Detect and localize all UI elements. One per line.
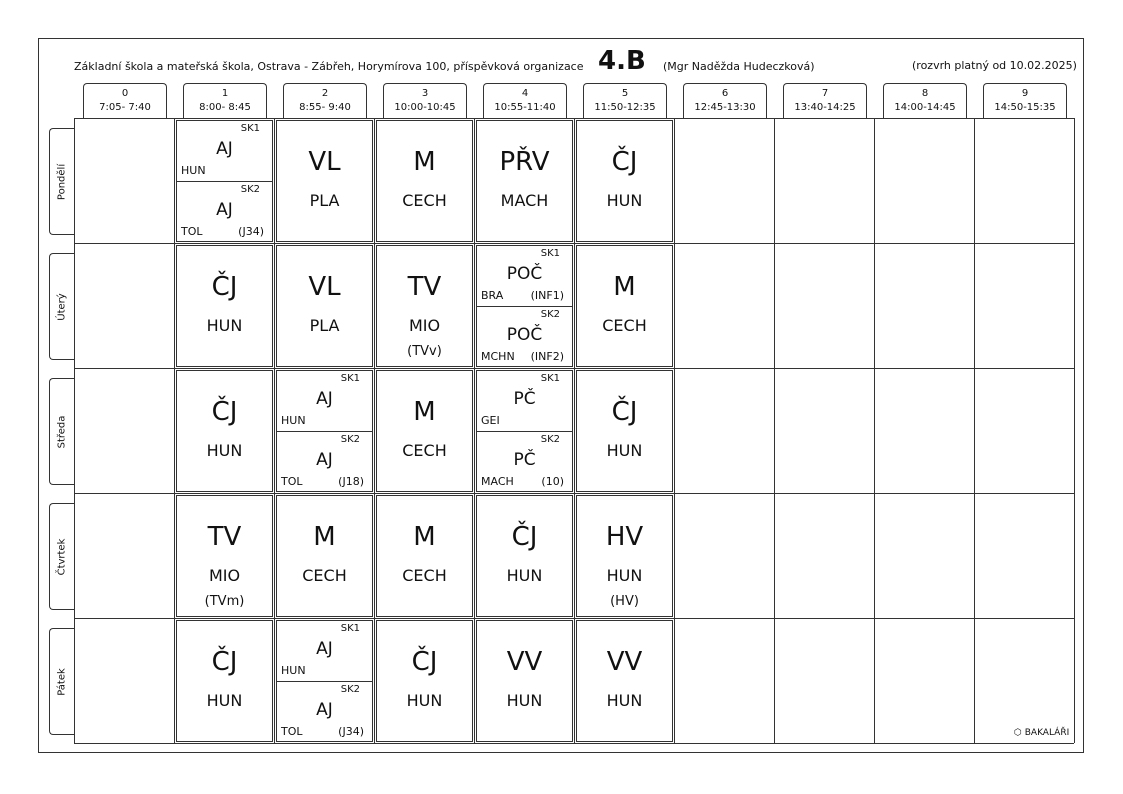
group-label: SK1 xyxy=(540,248,560,259)
group-lesson[interactable] xyxy=(177,121,272,181)
lesson-cell[interactable] xyxy=(476,370,573,492)
lesson-teacher: TOL xyxy=(281,725,303,738)
grid-line-vertical xyxy=(274,118,275,743)
lesson-cell[interactable] xyxy=(276,120,373,242)
lesson-teacher: HUN xyxy=(281,664,306,677)
group-label: SK2 xyxy=(340,434,360,445)
period-header xyxy=(883,83,967,118)
period-header xyxy=(983,83,1067,118)
lesson-room: (J34) xyxy=(338,725,364,738)
lesson-cell[interactable] xyxy=(476,245,573,367)
lesson-cell[interactable] xyxy=(276,370,373,492)
period-number: 2 xyxy=(321,88,329,99)
lesson-teacher: HUN xyxy=(606,191,643,210)
lesson-teacher: HUN xyxy=(606,691,643,710)
grid-line-vertical xyxy=(674,118,675,743)
lesson-subject: M xyxy=(613,272,636,302)
period-time: 12:45-13:30 xyxy=(694,102,756,113)
group-label: SK1 xyxy=(240,123,260,134)
group-label: SK2 xyxy=(240,184,260,195)
lesson-subject: ČJ xyxy=(611,397,638,427)
lesson-room: (HV) xyxy=(610,594,639,609)
lesson-cell[interactable] xyxy=(476,120,573,242)
lesson-subject: AJ xyxy=(316,389,333,409)
lesson-subject: AJ xyxy=(216,200,233,220)
period-time: 14:50-15:35 xyxy=(994,102,1056,113)
period-header xyxy=(383,83,467,118)
lesson-teacher: BRA xyxy=(481,289,504,302)
group-label: SK1 xyxy=(340,623,360,634)
period-header xyxy=(283,83,367,118)
period-number: 0 xyxy=(121,88,129,99)
lesson-subject: PČ xyxy=(513,389,536,409)
lesson-subject: ČJ xyxy=(211,647,238,677)
grid-line-vertical xyxy=(174,118,175,743)
lesson-teacher: HUN xyxy=(606,441,643,460)
group-lesson[interactable] xyxy=(277,681,372,742)
lesson-cell[interactable] xyxy=(376,370,473,492)
group-label: SK1 xyxy=(340,373,360,384)
lesson-teacher: CECH xyxy=(402,441,447,460)
lesson-subject: AJ xyxy=(216,139,233,159)
lesson-subject: ČJ xyxy=(211,272,238,302)
day-name: Úterý xyxy=(56,292,68,321)
group-lesson[interactable] xyxy=(177,181,272,242)
lesson-teacher: HUN xyxy=(406,691,443,710)
lesson-subject: M xyxy=(413,397,436,427)
lesson-subject: VL xyxy=(308,147,341,177)
grid-line-horizontal xyxy=(74,118,1074,119)
grid-line-vertical xyxy=(1074,118,1075,743)
lesson-cell[interactable] xyxy=(576,120,673,242)
lesson-subject: M xyxy=(413,522,436,552)
lesson-cell[interactable] xyxy=(376,495,473,617)
lesson-room: (J34) xyxy=(238,225,264,238)
day-name: Pátek xyxy=(56,667,68,696)
lesson-cell[interactable] xyxy=(576,370,673,492)
lesson-cell[interactable] xyxy=(176,370,273,492)
logo-text: BAKALÁŘI xyxy=(1024,728,1070,738)
period-header xyxy=(683,83,767,118)
group-label: SK2 xyxy=(540,434,560,445)
period-number: 5 xyxy=(621,88,629,99)
group-lesson[interactable] xyxy=(477,306,572,367)
lesson-teacher: MIO xyxy=(408,316,441,335)
lesson-teacher: MACH xyxy=(500,191,549,210)
grid-line-horizontal xyxy=(74,743,1074,744)
lesson-subject: VV xyxy=(606,647,643,677)
day-name: Středa xyxy=(56,415,68,448)
lesson-room: (10) xyxy=(541,475,564,488)
lesson-cell[interactable] xyxy=(476,495,573,617)
group-lesson[interactable] xyxy=(277,431,372,492)
lesson-subject: HV xyxy=(605,522,644,552)
group-lesson[interactable] xyxy=(277,621,372,681)
valid-from: (rozvrh platný od 10.02.2025) xyxy=(912,59,1077,72)
day-label xyxy=(49,253,74,360)
lesson-subject: AJ xyxy=(316,450,333,470)
lesson-subject: PČ xyxy=(513,450,536,470)
lesson-teacher: MIO xyxy=(208,566,241,585)
period-header xyxy=(783,83,867,118)
period-time: 10:00-10:45 xyxy=(394,102,456,113)
period-number: 8 xyxy=(921,88,929,99)
group-label: SK2 xyxy=(340,684,360,695)
period-header xyxy=(583,83,667,118)
period-time: 8:55- 9:40 xyxy=(299,102,351,113)
lesson-cell[interactable] xyxy=(176,245,273,367)
lesson-subject: AJ xyxy=(316,639,333,659)
lesson-subject: POČ xyxy=(506,264,543,284)
period-number: 7 xyxy=(821,88,829,99)
lesson-teacher: HUN xyxy=(606,566,643,585)
period-number: 6 xyxy=(721,88,729,99)
lesson-teacher: TOL xyxy=(281,475,303,488)
grid-line-vertical xyxy=(874,118,875,743)
grid-line-horizontal xyxy=(74,368,1074,369)
lesson-subject: AJ xyxy=(316,700,333,720)
period-number: 9 xyxy=(1021,88,1029,99)
grid-line-vertical xyxy=(574,118,575,743)
period-time: 14:00-14:45 xyxy=(894,102,956,113)
period-header xyxy=(183,83,267,118)
lesson-cell[interactable] xyxy=(276,495,373,617)
lesson-teacher: HUN xyxy=(206,441,243,460)
lesson-teacher: PLA xyxy=(309,316,340,335)
period-time: 11:50-12:35 xyxy=(594,102,656,113)
lesson-room: (INF2) xyxy=(530,350,564,363)
day-label xyxy=(49,378,74,485)
lesson-cell[interactable] xyxy=(476,620,573,742)
day-label xyxy=(49,628,74,735)
lesson-teacher: MACH xyxy=(481,475,514,488)
lesson-subject: ČJ xyxy=(611,147,638,177)
lesson-teacher: HUN xyxy=(506,691,543,710)
class-name: 4.B xyxy=(598,46,646,76)
lesson-teacher: CECH xyxy=(602,316,647,335)
lesson-subject: M xyxy=(413,147,436,177)
group-label: SK2 xyxy=(540,309,560,320)
grid-line-horizontal xyxy=(74,618,1074,619)
grid-line-horizontal xyxy=(74,493,1074,494)
lesson-cell[interactable] xyxy=(376,620,473,742)
period-time: 10:55-11:40 xyxy=(494,102,556,113)
lesson-subject: M xyxy=(313,522,336,552)
period-time: 13:40-14:25 xyxy=(794,102,856,113)
period-number: 3 xyxy=(421,88,429,99)
lesson-teacher: HUN xyxy=(506,566,543,585)
group-lesson[interactable] xyxy=(477,371,572,431)
lesson-subject: VV xyxy=(506,647,543,677)
bakalari-logo xyxy=(1014,728,1069,738)
lesson-cell[interactable] xyxy=(276,245,373,367)
lesson-cell[interactable] xyxy=(576,620,673,742)
lesson-teacher: HUN xyxy=(281,414,306,427)
grid-line-vertical xyxy=(774,118,775,743)
lesson-teacher: GEI xyxy=(481,414,500,427)
lesson-teacher: HUN xyxy=(206,316,243,335)
lesson-teacher: MCHN xyxy=(481,350,515,363)
lesson-cell[interactable] xyxy=(176,620,273,742)
period-header xyxy=(83,83,167,118)
group-lesson[interactable] xyxy=(477,246,572,306)
period-number: 1 xyxy=(221,88,229,99)
class-teacher: (Mgr Naděžda Hudeczková) xyxy=(663,60,815,73)
lesson-cell[interactable] xyxy=(176,120,273,242)
grid-line-vertical xyxy=(474,118,475,743)
lesson-teacher: PLA xyxy=(309,191,340,210)
period-header xyxy=(483,83,567,118)
lesson-room: (TVv) xyxy=(407,344,442,359)
lesson-subject: TV xyxy=(207,522,242,552)
lesson-room: (INF1) xyxy=(530,289,564,302)
lesson-teacher: CECH xyxy=(402,191,447,210)
lesson-subject: VL xyxy=(308,272,341,302)
day-label xyxy=(49,503,74,610)
lesson-cell[interactable] xyxy=(176,495,273,617)
lesson-cell[interactable] xyxy=(376,245,473,367)
lesson-cell[interactable] xyxy=(576,245,673,367)
lesson-cell[interactable] xyxy=(576,495,673,617)
lesson-teacher: TOL xyxy=(181,225,203,238)
grid-line-vertical xyxy=(974,118,975,743)
grid-line-vertical xyxy=(74,118,75,743)
lesson-subject: TV xyxy=(407,272,442,302)
lesson-teacher: CECH xyxy=(302,566,347,585)
group-lesson[interactable] xyxy=(277,371,372,431)
lesson-teacher: CECH xyxy=(402,566,447,585)
lesson-subject: ČJ xyxy=(511,522,538,552)
day-name: Čtvrtek xyxy=(56,538,68,575)
lesson-cell[interactable] xyxy=(376,120,473,242)
group-label: SK1 xyxy=(540,373,560,384)
hexagon-icon: ⬡ xyxy=(1014,728,1022,738)
lesson-cell[interactable] xyxy=(276,620,373,742)
lesson-teacher: HUN xyxy=(181,164,206,177)
day-label xyxy=(49,128,74,235)
period-time: 8:00- 8:45 xyxy=(199,102,251,113)
lesson-subject: ČJ xyxy=(411,647,438,677)
period-time: 7:05- 7:40 xyxy=(99,102,151,113)
day-name: Pondělí xyxy=(56,163,68,200)
lesson-subject: ČJ xyxy=(211,397,238,427)
school-name: Základní škola a mateřská škola, Ostrava - Zábřeh, Horymírova 100, příspěvková organizace xyxy=(74,60,584,73)
grid-line-horizontal xyxy=(74,243,1074,244)
lesson-subject: PŘV xyxy=(499,147,550,177)
lesson-subject: POČ xyxy=(506,325,543,345)
period-number: 4 xyxy=(521,88,529,99)
lesson-teacher: HUN xyxy=(206,691,243,710)
lesson-room: (TVm) xyxy=(204,594,245,609)
lesson-room: (J18) xyxy=(338,475,364,488)
group-lesson[interactable] xyxy=(477,431,572,492)
grid-line-vertical xyxy=(374,118,375,743)
